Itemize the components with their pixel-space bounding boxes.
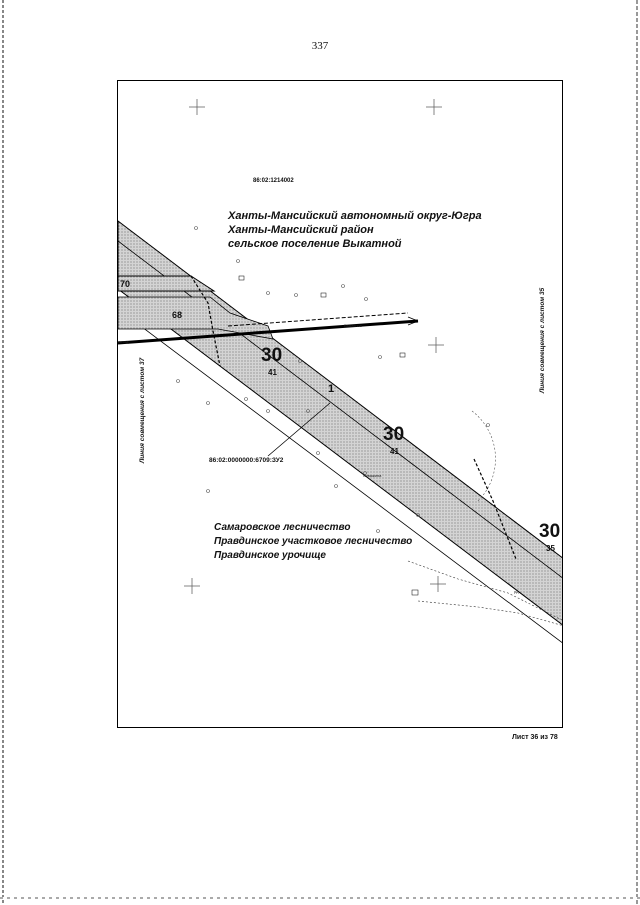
forestry-line-2: Правдинское участковое лесничество bbox=[214, 536, 413, 547]
page-number: 337 bbox=[311, 40, 329, 52]
side-label-left: Линия совмещения с листом 37 bbox=[139, 357, 147, 464]
cadastral-quarter-label: 86:02:1214002 bbox=[253, 178, 294, 184]
region-line-2: Ханты-Мансийский район bbox=[228, 224, 374, 236]
forestry-line-3: Правдинское урочище bbox=[214, 550, 326, 561]
quarter-number-2: 30 bbox=[383, 424, 405, 445]
scan-edge-right bbox=[636, 0, 638, 905]
forestry-label bbox=[214, 521, 412, 563]
side-label-right: Линия совмещения с листом 35 bbox=[539, 287, 547, 394]
cadastral-parcel-label: 86:02:0000000:6709:ЗУ2 bbox=[209, 457, 284, 464]
region-label bbox=[228, 209, 482, 251]
scan-edge-left bbox=[2, 0, 4, 905]
road-left-label: автод bbox=[118, 339, 129, 344]
road-right-label: Выкатное bbox=[344, 323, 363, 328]
plot-1-label: 1 bbox=[328, 383, 335, 395]
arc-track bbox=[472, 411, 496, 501]
rd-label: рд bbox=[514, 589, 519, 594]
plot-70-label: 70 bbox=[120, 279, 131, 289]
quarter-number-3: 30 bbox=[539, 521, 561, 542]
well-label: Скважина bbox=[363, 473, 382, 478]
region-line-1: Ханты-Мансийский автономный округ-Югра bbox=[228, 210, 482, 222]
scan-edge-bottom bbox=[0, 897, 640, 899]
map-drawing bbox=[118, 81, 563, 728]
forestry-line-1: Самаровское лесничество bbox=[214, 522, 351, 533]
quarter-sub-1: 41 bbox=[268, 368, 277, 377]
map-frame bbox=[117, 80, 563, 728]
quarter-sub-3: 35 bbox=[546, 544, 555, 553]
plot-68-label: 68 bbox=[172, 310, 183, 320]
sheet-label: Лист 36 из 78 bbox=[512, 734, 558, 741]
quarter-sub-2: 41 bbox=[390, 447, 399, 456]
quarter-number-1: 30 bbox=[261, 345, 283, 366]
region-line-3: сельское поселение Выкатной bbox=[228, 238, 402, 250]
corridor-inner-line-bottom bbox=[118, 309, 563, 644]
